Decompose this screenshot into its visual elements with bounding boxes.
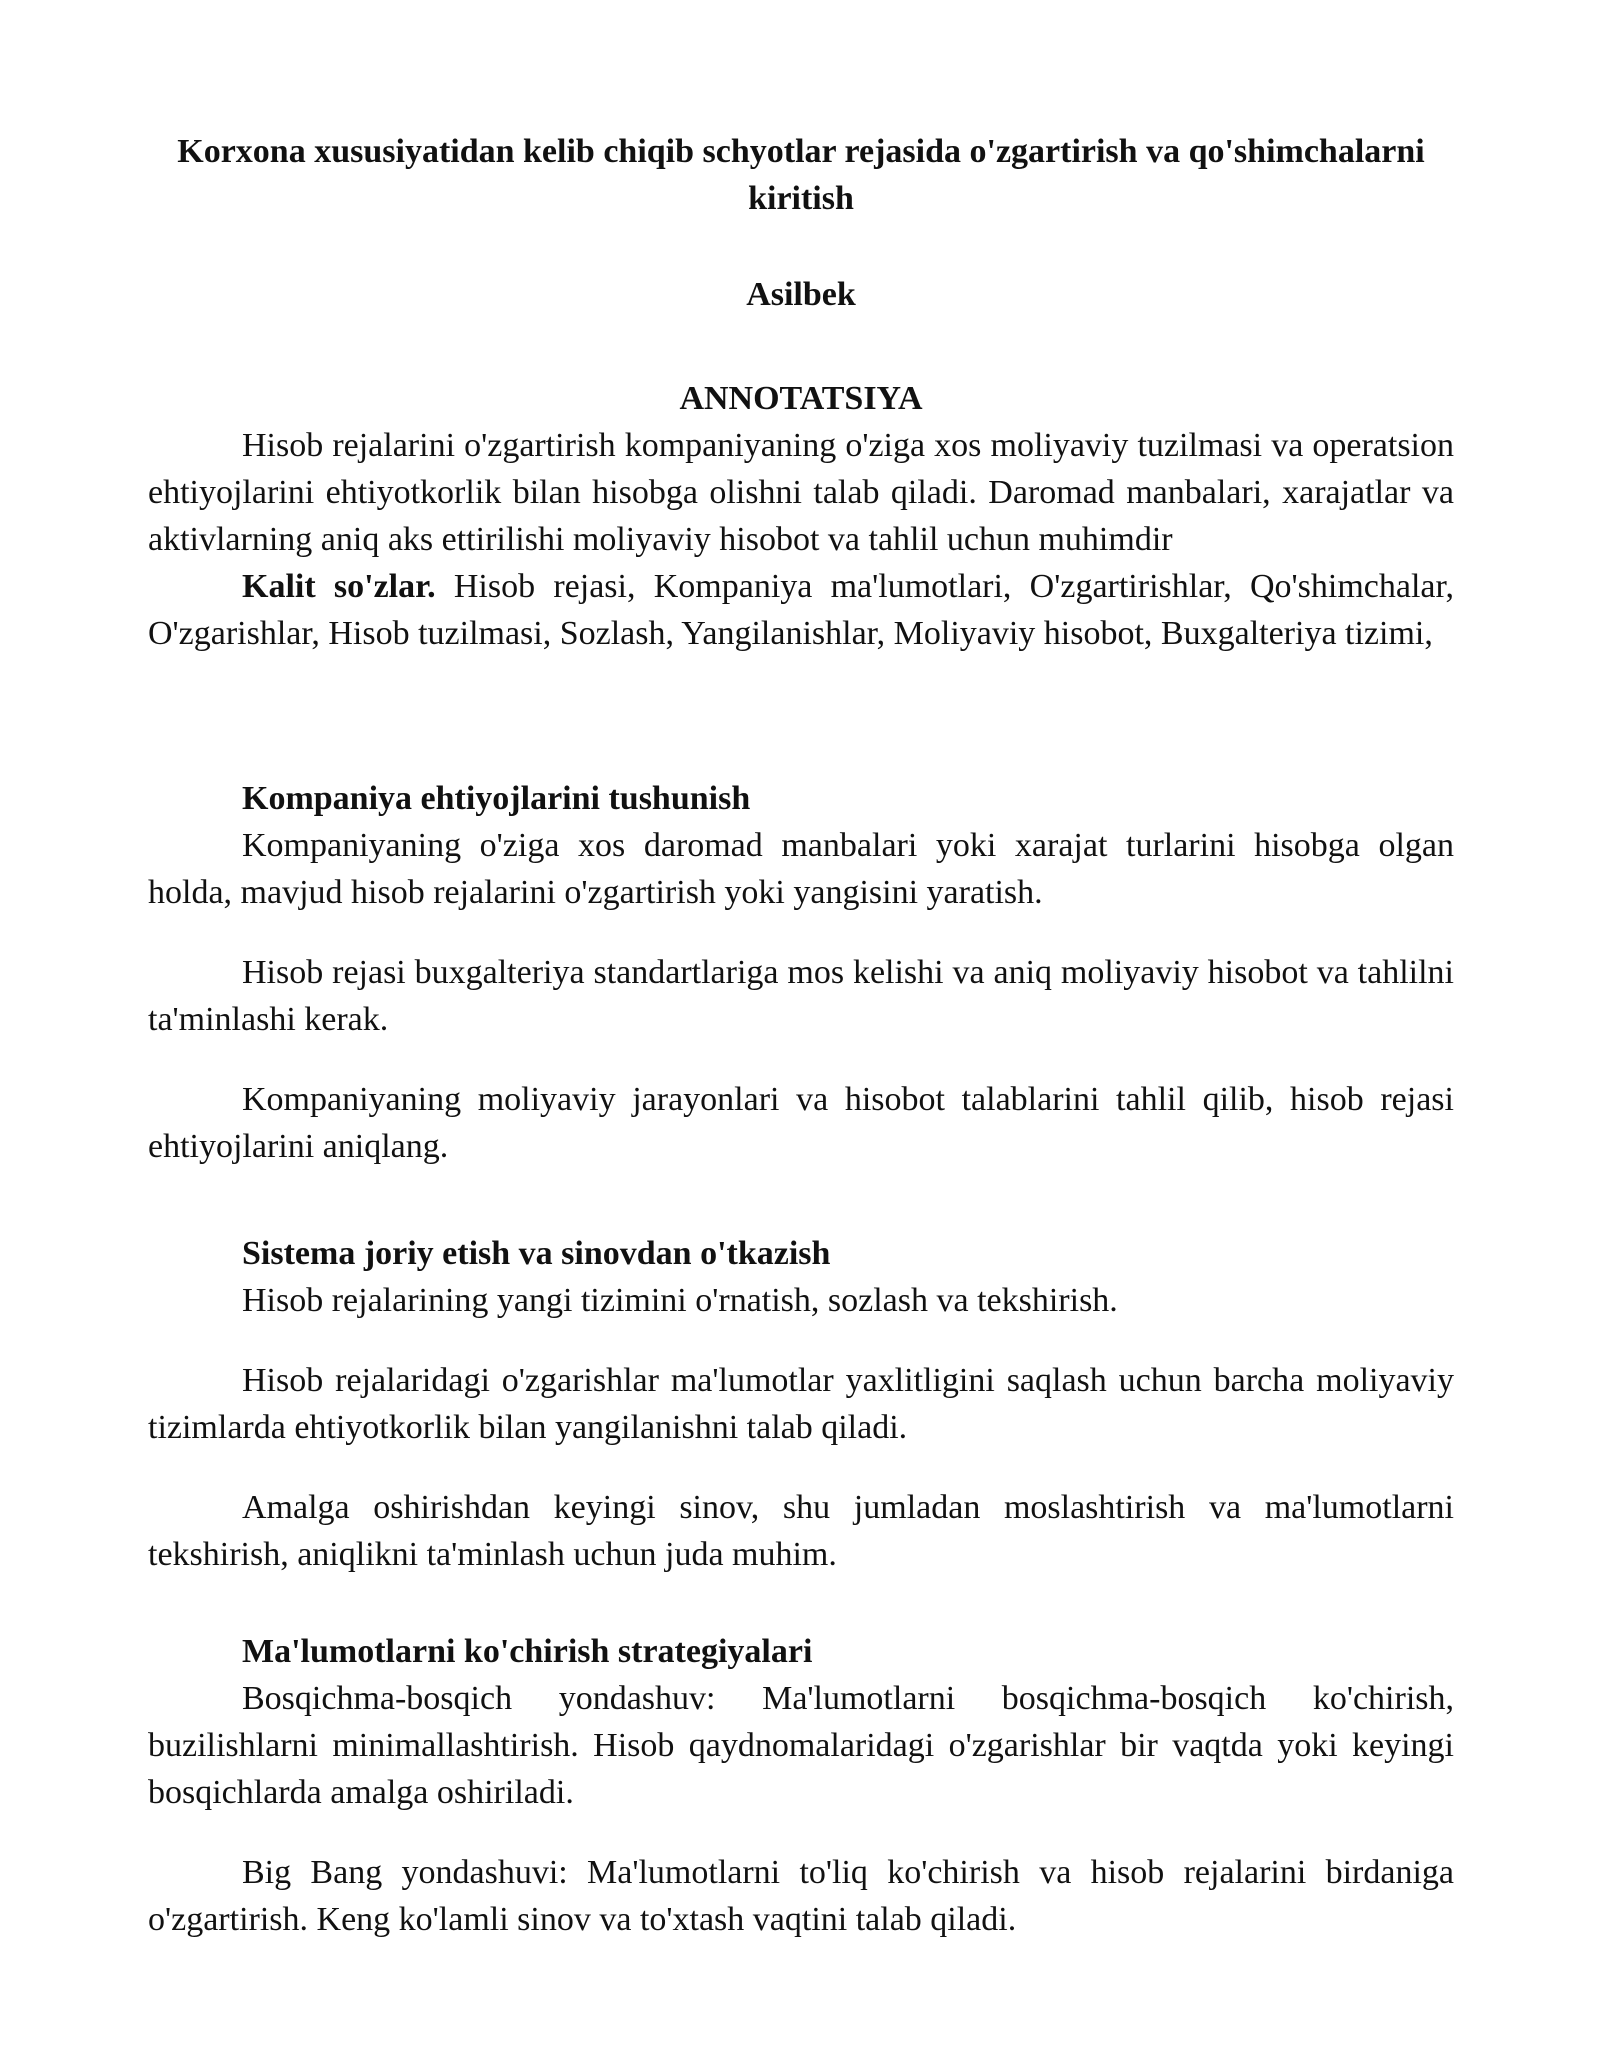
- author-name: Asilbek: [746, 276, 856, 313]
- section-paragraph: Hisob rejasi buxgalteriya standartlariga mos kelishi va aniq moliyaviy hisobot va tahlilni ta'minlashi kerak.: [148, 954, 1454, 1038]
- section-paragraph: Bosqichma-bosqich yondashuv: Ma'lumotlarni bosqichma-bosqich ko'chirish, buzilishlarni minimallashtirish. Hisob qaydnomalaridagi o'zgarishlar bir vaqtda yoki keyingi bosqichlarda amalga oshiriladi.: [148, 1680, 1454, 1811]
- section-paragraph: Hisob rejalarining yangi tizimini o'rnatish, sozlash va tekshirish.: [242, 1282, 1118, 1319]
- document-title-text: Korxona xususiyatidan kelib chiqib schyotlar rejasida o'zgartirish va qo'shimchalarni kiritish: [177, 133, 1425, 217]
- document-page: [148, 0, 1454, 1943]
- section-paragraph: Kompaniyaning moliyaviy jarayonlari va hisobot talablarini tahlil qilib, hisob rejasi ehtiyojlarini aniqlang.: [148, 1081, 1454, 1165]
- section-paragraph: Kompaniyaning o'ziga xos daromad manbalari yoki xarajat turlarini hisobga olgan holda, mavjud hisob rejalarini o'zgartirish yoki yangisini yaratish.: [148, 827, 1454, 911]
- keywords-text: Hisob rejasi, Kompaniya ma'lumotlari, O'zgartirishlar, Qo'shimchalar, O'zgarishlar, Hisob tuzilmasi, Sozlash, Yangilanishlar, Moliyaviy hisobot, Buxgalteriya tizimi,: [148, 568, 1454, 652]
- annotation-paragraph: Hisob rejalarini o'zgartirish kompaniyaning o'ziga xos moliyaviy tuzilmasi va operatsion ehtiyojlarini ehtiyotkorlik bilan hisobga olishni talab qiladi. Daromad manbalari, xarajatlar va aktivlarning aniq aks ettirilishi moliyaviy hisobot va tahlil uchun muhimdir: [148, 427, 1454, 558]
- annotation-heading: ANNOTATSIYA: [679, 380, 923, 417]
- keywords-paragraph: [148, 563, 1454, 657]
- section-heading: Kompaniya ehtiyojlarini tushunish: [242, 780, 751, 817]
- section-paragraph: Amalga oshirishdan keyingi sinov, shu jumladan moslashtirish va ma'lumotlarni tekshirish, aniqlikni ta'minlash uchun juda muhim.: [148, 1489, 1454, 1573]
- section-paragraph: Hisob rejalaridagi o'zgarishlar ma'lumotlar yaxlitligini saqlash uchun barcha moliyaviy tizimlarda ehtiyotkorlik bilan yangilanishni talab qiladi.: [148, 1362, 1454, 1446]
- keywords-label: Kalit so'zlar.: [242, 568, 436, 605]
- section-heading: Sistema joriy etish va sinovdan o'tkazish: [242, 1235, 831, 1272]
- section-heading: Ma'lumotlarni ko'chirish strategiyalari: [242, 1633, 813, 1670]
- document-title: [148, 128, 1454, 222]
- section-paragraph: Big Bang yondashuvi: Ma'lumotlarni to'liq ko'chirish va hisob rejalarini birdaniga o'zgartirish. Keng ko'lamli sinov va to'xtash vaqtini talab qiladi.: [148, 1854, 1454, 1938]
